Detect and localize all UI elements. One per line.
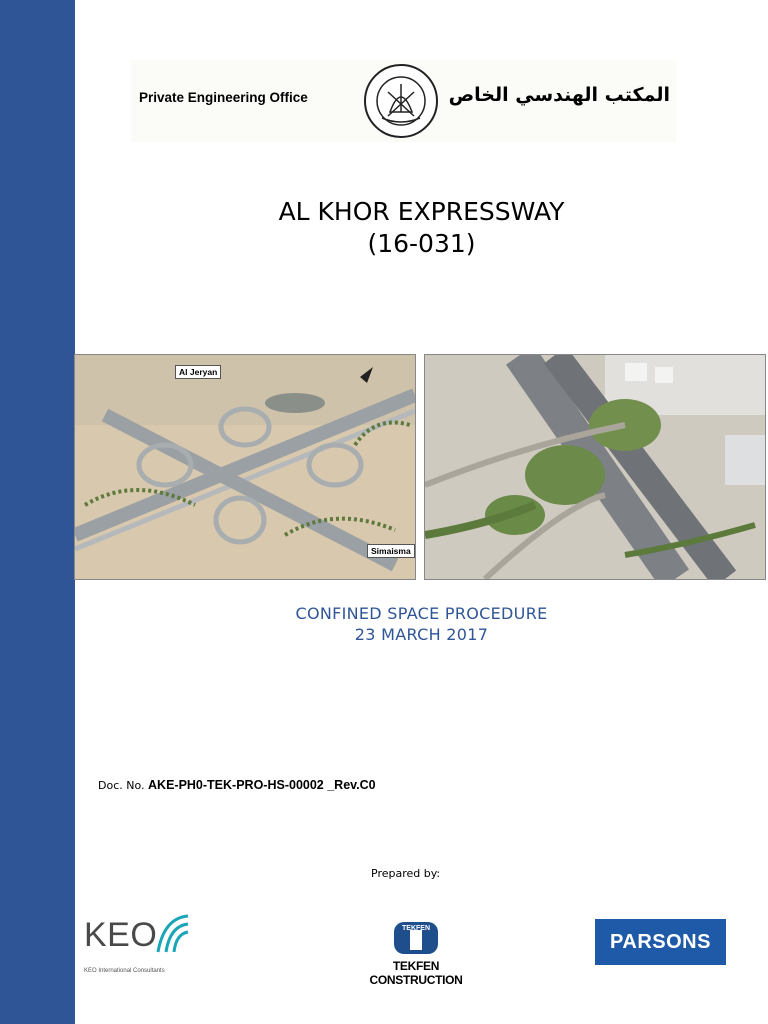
doc-number-label: Doc. No. <box>98 779 145 792</box>
doc-number <box>98 778 376 792</box>
doc-number-value: AKE-PH0-TEK-PRO-HS-00002 _Rev.C0 <box>148 778 376 792</box>
label-al-jeryan: Al Jeryan <box>175 365 221 379</box>
tekfen-badge-icon <box>392 920 440 956</box>
office-name-en: Private Engineering Office <box>139 90 308 105</box>
label-simaisma: Simaisma <box>367 544 415 558</box>
interchange-map-photo <box>74 354 416 580</box>
qatar-emblem-icon <box>362 62 440 140</box>
project-title: AL KHOR EXPRESSWAY <box>278 197 565 226</box>
title-block <box>75 196 768 260</box>
procedure-date: 23 MARCH 2017 <box>354 625 489 644</box>
tekfen-logo <box>350 920 482 987</box>
office-name-ar: المكتب الهندسي الخاص <box>448 84 670 106</box>
project-number: (16-031) <box>367 229 476 258</box>
keo-wave-icon <box>156 912 190 956</box>
procedure-name: CONFINED SPACE PROCEDURE <box>295 604 548 623</box>
header-logo <box>131 60 676 142</box>
keo-wordmark: KEO <box>84 916 158 954</box>
tekfen-badge-text: TEKFEN <box>402 925 430 932</box>
prepared-by: Prepared by: <box>371 867 441 880</box>
procedure-block <box>75 603 768 645</box>
side-bar <box>0 0 75 1024</box>
tekfen-wordmark: TEKFEN CONSTRUCTION <box>369 959 463 987</box>
interchange-map-image <box>75 355 415 579</box>
interchange-render-image <box>425 355 765 579</box>
interchange-render-photo <box>424 354 766 580</box>
parsons-logo: PARSONS <box>595 919 726 965</box>
keo-logo <box>84 912 194 978</box>
keo-subtitle: KEO International Consultants <box>84 968 165 974</box>
